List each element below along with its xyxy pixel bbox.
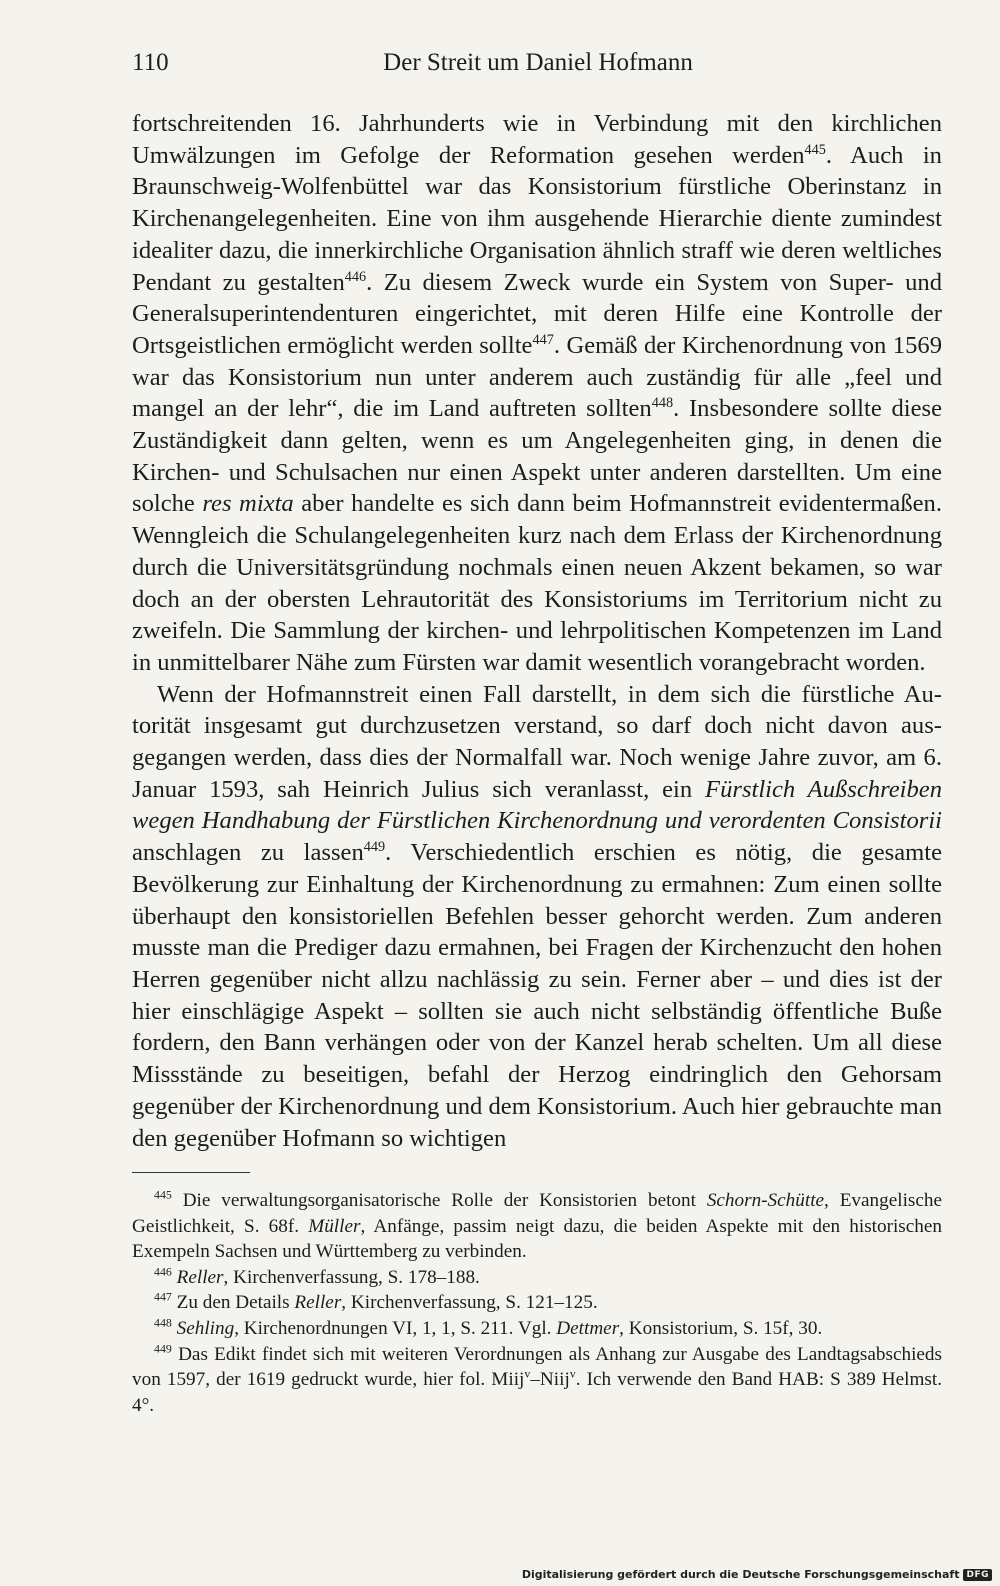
text-run: . Ich verwende den Band HAB: S 389 Helmst. 4°.: [132, 1369, 942, 1416]
text-run: , Kirchenverfassung, S. 121–125.: [341, 1292, 598, 1314]
digitization-credit: [522, 1568, 992, 1581]
page-number: 110: [132, 49, 169, 76]
footnote: [132, 1290, 942, 1316]
running-title: Der Streit um Daniel Hofmann: [383, 49, 693, 76]
footnote-number: 449: [154, 1341, 172, 1356]
text-run: anschlagen zu lassen: [132, 839, 364, 867]
paragraph: [132, 108, 942, 679]
text-run: –Niij: [530, 1369, 570, 1391]
text-run: . Auch in Braunschweig-Wolfenbüttel war das Konsistorium fürstliche Oberinstanz in Kirchenangelegenheiten. Eine von ihm ausgehende Hierarchie diente zumindest idealiter dazu, die innerkirchliche Organisation ähnlich straff wie deren weltliches Pendant zu gestalten: [132, 141, 942, 296]
italic-text: Schorn-Schütte: [706, 1190, 825, 1211]
italic-text: Sehling: [176, 1317, 235, 1339]
text-run: Das Edikt findet sich mit weiteren Verordnungen als Anhang zur Ausgabe des Landtagsabschieds von 1597, der 1619 gedruckt wurde, hier fol. Miij: [132, 1343, 942, 1391]
text-run: . Insbesondere sollte diese Zuständigkeit dann gelten, wenn es um Angelegenheiten ging, in denen die Kirchen- und Schulsachen nur einen Aspekt unter anderen darstellten. Um eine solche: [132, 395, 943, 518]
italic-text: Fürstlich Außschreiben wegen Handhabung der Fürstlichen Kirchenordnung und verordenten Consistorii: [132, 775, 942, 835]
credit-text: Digitalisierung gefördert durch die Deutsche Forschungsgemeinschaft: [521, 1568, 960, 1581]
footnote-number: 446: [154, 1264, 172, 1279]
main-text: [132, 108, 942, 1154]
footnote-number: 447: [154, 1290, 172, 1304]
note-reference: v: [569, 1366, 576, 1381]
note-reference: 449: [363, 839, 386, 856]
text-run: , Kirchenordnungen VI, 1, 1, S. 211. Vgl.: [234, 1317, 557, 1339]
italic-text: Dettmer: [556, 1317, 620, 1339]
note-reference: 447: [532, 332, 554, 349]
text-run: fortschreitenden 16. Jahrhunderts wie in Verbindung mit den kirchlichen Umwälzungen im Gefolge der Reformation gesehen werden: [132, 110, 942, 169]
paragraph: [132, 679, 942, 1155]
footnote: [132, 1265, 942, 1291]
footnote-number: 448: [154, 1315, 172, 1330]
footnote: [132, 1316, 942, 1342]
italic-text: Müller: [308, 1215, 361, 1237]
footnote: [132, 1342, 942, 1419]
italic-text: res mixta: [202, 490, 294, 518]
italic-text: Reller: [176, 1266, 224, 1288]
footnote-number: 445: [154, 1187, 172, 1202]
dfg-logo: DFG: [963, 1569, 992, 1581]
text-run: Zu den Details: [171, 1292, 295, 1314]
footnotes: [132, 1188, 942, 1418]
text-run: aber handelte es sich dann beim Hofmannstreit evidentermaßen. Wenngleich die Schulangelegenheiten kurz nach dem Erlass der Kirchenordnung durch die Universitätsgründung nochmals einen neuen Akzent bekamen, so war doch an der obersten Lehrautorität des Konsistoriums im Territorium nicht zu zweifeln. Die Sammlung der kirchen- und lehrpolitischen Kompetenzen im Land in unmittelbarer Nähe zum Fürsten war damit wesentlich vorangebracht worden.: [132, 490, 942, 676]
note-reference: 446: [344, 268, 367, 285]
text-run: , Konsistorium, S. 15f, 30.: [619, 1317, 823, 1339]
text-run: . Zu diesem Zweck wurde ein System von Super- und Generalsuperintendenturen eingerichtet, mit deren Hilfe eine Kontrolle der Ortsgeistlichen ermöglicht werden sollte: [132, 268, 943, 359]
text-run: , Kirchenverfassung, S. 178–188.: [223, 1266, 480, 1288]
note-reference: 445: [804, 141, 826, 158]
text-run: . Gemäß der Kirchenordnung von 1569 war das Konsistorium nun unter anderem auch zuständig für alle „feel und mangel an der lehr“, die im Land auftreten sollten: [132, 331, 942, 423]
text-run: , Anfänge, passim neigt dazu, die beiden Aspekte mit den historischen Exempeln Sachsen und Württemberg zu verbinden.: [132, 1215, 942, 1263]
note-reference: 448: [651, 395, 674, 412]
text-run: Die verwaltungsorganisatorische Rolle der Konsistorien betont: [171, 1190, 707, 1211]
note-reference: v: [524, 1366, 531, 1381]
text-run: Wenn der Hofmannstreit einen Fall darstellt, in dem sich die fürstliche Autorität insgesamt gut durchzusetzen verstand, so darf doch nicht davon ausgegangen werden, dass dies der Normalfall war. Noch wenige Jahre zuvor, am 6. Januar 1593, sah Heinrich Julius sich veranlasst, ein: [132, 680, 942, 803]
italic-text: Reller: [294, 1292, 342, 1314]
footnote-separator: [132, 1172, 250, 1173]
text-run: , Evangelische Geistlichkeit, S. 68f.: [132, 1190, 942, 1237]
text-run: . Verschiedentlich erschien es nötig, die gesamte Bevölkerung zur Einhaltung der Kirchenordnung zu ermahnen: Zum einen sollte überhaupt den konsistoriellen Befehlen besser gehorcht werden. Zum anderen musste man die Prediger dazu ermahnen, bei Fragen der Kirchenzucht den hohen Herren gegenüber nicht allzu nachlässig zu sein. Ferner aber – und dies ist der hier einschlägige Aspekt – sollten sie auch nicht selbständig öffentliche Buße fordern, den Bann verhängen oder von der Kanzel herab schelten. Um all diese Missstände zu beseitigen, befahl der Herzog eindringlich den Gehorsam gegenüber der Kirchenordnung und dem Konsistorium. Auch hier gebrauchte man den gegenüber Hofmann so wichtigen: [132, 839, 942, 1152]
footnote: [132, 1188, 942, 1265]
